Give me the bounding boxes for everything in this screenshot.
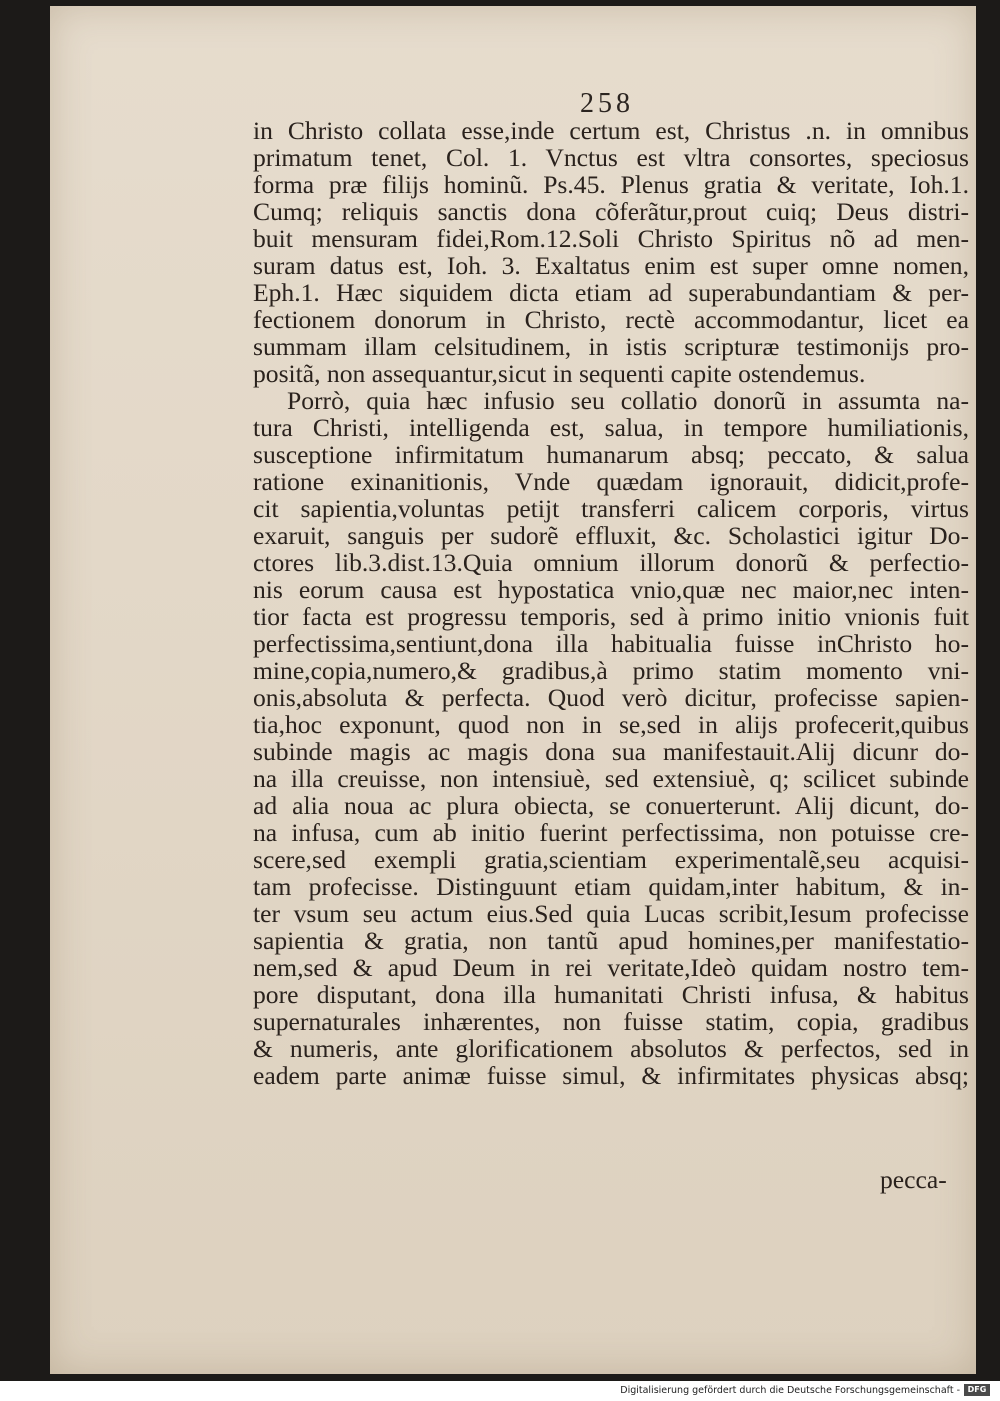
- text-line: susceptione infirmitatum humanarum absq; peccato, & salua: [253, 440, 969, 469]
- text-line: ctores lib.3.dist.13.Quia omnium illorum donorũ & perfectio-: [253, 548, 969, 577]
- dfg-logo-icon: DFG: [964, 1384, 990, 1396]
- page-number: 258: [580, 88, 634, 119]
- text-line: suram datus est, Ioh. 3. Exaltatus enim est super omne nomen,: [253, 251, 969, 280]
- text-line: mine,copia,numero,& gradibus,à primo statim momento vni-: [253, 656, 969, 685]
- text-line: forma præ filijs hominũ. Ps.45. Plenus gratia & veritate, Ioh.1.: [253, 170, 969, 199]
- text-line: fectionem donorum in Christo, rectè accommodantur, licet ea: [253, 305, 969, 334]
- text-line: tam profecisse. Distinguunt etiam quidam,inter habitum, & in-: [253, 872, 969, 901]
- text-line: in Christo collata esse,inde certum est, Christus .n. in omnibus: [253, 116, 969, 145]
- text-line: buit mensuram fidei,Rom.12.Soli Christo Spiritus nõ ad men-: [253, 224, 969, 253]
- text-line: Cumq; reliquis sanctis dona cõferãtur,prout cuiq; Deus distri-: [253, 197, 969, 226]
- text-line: ter vsum seu actum eius.Sed quia Lucas scribit,Iesum profecisse: [253, 899, 969, 928]
- text-line: sapientia & gratia, non tantũ apud homines,per manifestatio-: [253, 926, 969, 955]
- text-line: na infusa, cum ab initio fuerint perfectissima, non potuisse cre-: [253, 818, 969, 847]
- text-line: tura Christi, intelligenda est, salua, in tempore humiliationis,: [253, 413, 969, 442]
- text-line: tior facta est progressu temporis, sed à primo initio vnionis fuit: [253, 602, 969, 631]
- text-line: na illa creuisse, non intensiuè, sed extensiuè, q; scilicet subinde: [253, 764, 969, 793]
- text-line: cit sapientia,voluntas petijt transferri calicem corporis, virtus: [253, 494, 969, 523]
- text-line: primatum tenet, Col. 1. Vnctus est vltra consortes, speciosus: [253, 143, 969, 172]
- catchword: pecca-: [880, 1165, 947, 1194]
- text-line: nem,sed & apud Deum in rei veritate,Ideò quidam nostro tem-: [253, 953, 969, 982]
- text-line: ratione exinanitionis, Vnde quædam ignorauit, didicit,profe-: [253, 467, 969, 496]
- text-line: exaruit, sanguis per sudorẽ effluxit, &c. Scholastici igitur Do-: [253, 521, 969, 550]
- text-line: pore disputant, dona illa humanitati Christi infusa, & habitus: [253, 980, 969, 1009]
- text-line: eadem parte animæ fuisse simul, & infirmitates physicas absq;: [253, 1061, 969, 1090]
- text-line: summam illam celsitudinem, in istis scripturæ testimonijs pro-: [253, 332, 969, 361]
- text-line: perfectissima,sentiunt,dona illa habitualia fuisse inChristo ho-: [253, 629, 969, 658]
- text-line: scere,sed exempli gratia,scientiam experimentalẽ,seu acquisi-: [253, 845, 969, 874]
- text-line: subinde magis ac magis dona sua manifestauit.Alij dicunr do-: [253, 737, 969, 766]
- text-line: nis eorum causa est hypostatica vnio,quæ nec maior,nec inten-: [253, 575, 969, 604]
- text-line: supernaturales inhærentes, non fuisse statim, copia, gradibus: [253, 1007, 969, 1036]
- body-text: [253, 117, 969, 1089]
- text-line: tia,hoc exponunt, quod non in se,sed in alijs profecerit,quibus: [253, 710, 969, 739]
- text-line: Eph.1. Hæc siquidem dicta etiam ad superabundantiam & per-: [253, 278, 969, 307]
- text-line: onis,absoluta & perfecta. Quod verò dicitur, profecisse sapien-: [253, 683, 969, 712]
- digitization-credit: Digitalisierung gefördert durch die Deutsche Forschungsgemeinschaft -: [620, 1385, 960, 1396]
- text-line: positã, non assequantur,sicut in sequenti capite ostendemus.: [253, 359, 866, 388]
- text-line: ad alia noua ac plura obiecta, se conuerterunt. Alij dicunt, do-: [253, 791, 969, 820]
- text-line: & numeris, ante glorificationem absolutos & perfectos, sed in: [253, 1034, 969, 1063]
- text-line: Porrò, quia hæc infusio seu collatio donorũ in assumta na-: [287, 386, 969, 415]
